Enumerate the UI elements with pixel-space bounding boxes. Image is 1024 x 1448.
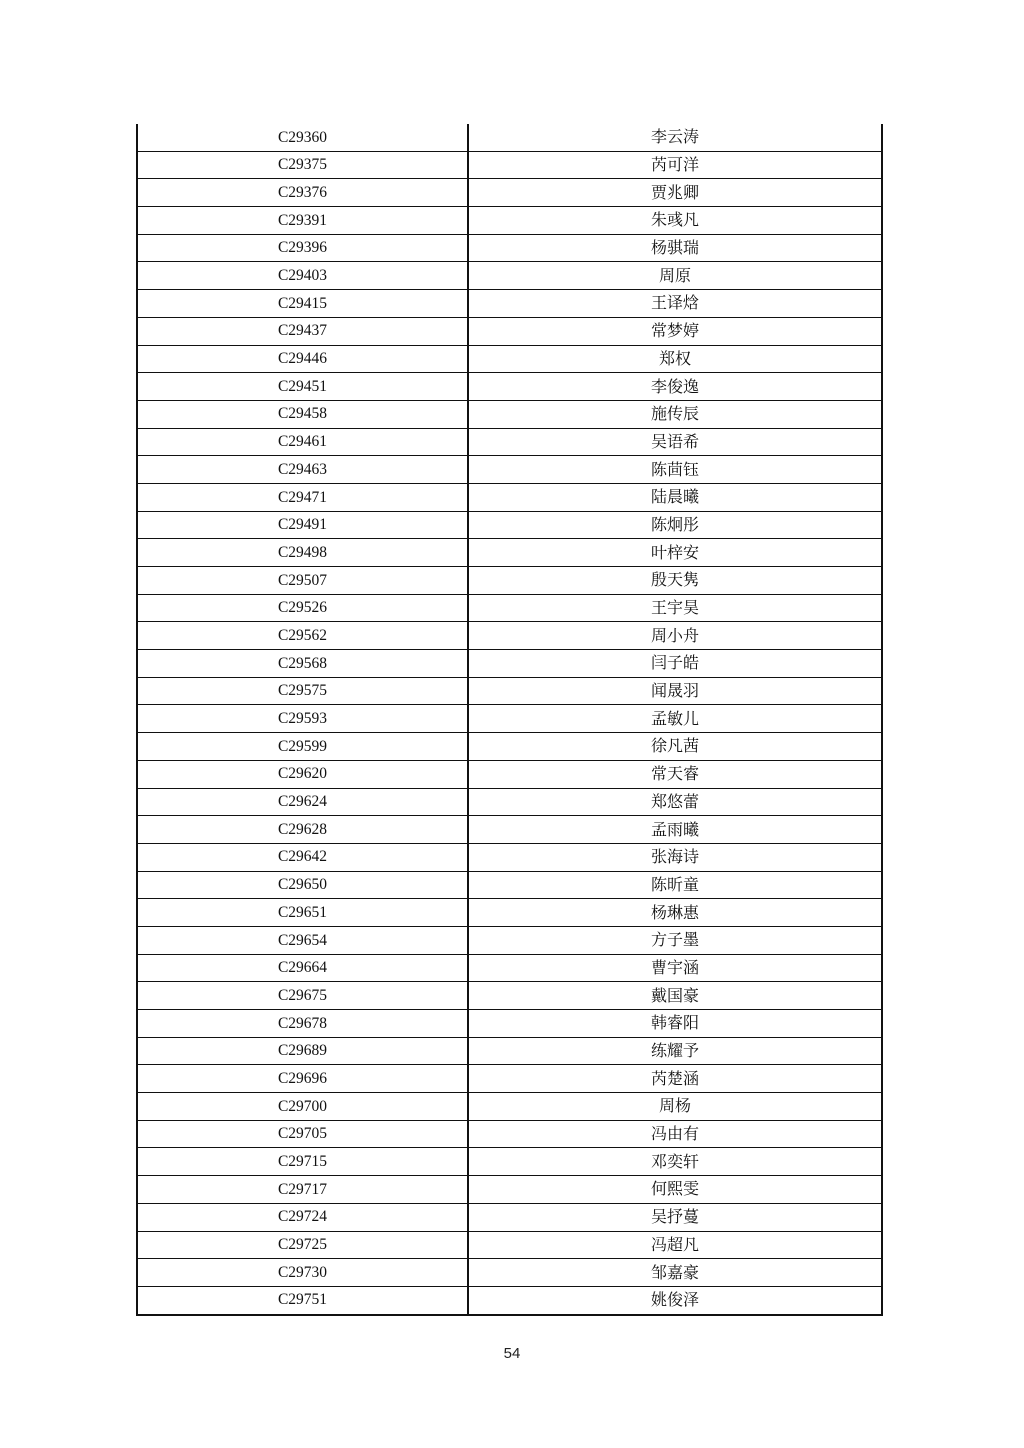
candidate-id-cell: C29458	[137, 400, 468, 428]
candidate-id-cell: C29689	[137, 1037, 468, 1065]
table-row	[137, 1065, 882, 1093]
candidate-name-cell: 吴语希	[468, 428, 882, 456]
table-row	[137, 1010, 882, 1038]
candidate-id-cell: C29696	[137, 1065, 468, 1093]
candidate-name-cell: 陆晨曦	[468, 483, 882, 511]
candidate-id-cell: C29498	[137, 539, 468, 567]
table-row	[137, 207, 882, 235]
candidate-name-cell: 方子墨	[468, 926, 882, 954]
candidate-name-cell: 邓奕轩	[468, 1148, 882, 1176]
candidate-id-cell: C29396	[137, 234, 468, 262]
candidate-name-cell: 常梦婷	[468, 317, 882, 345]
candidate-name-cell: 徐凡茜	[468, 733, 882, 761]
candidate-id-cell: C29376	[137, 179, 468, 207]
candidate-name-cell: 邹嘉豪	[468, 1259, 882, 1287]
candidate-name-cell: 郑悠蕾	[468, 788, 882, 816]
table-row	[137, 1037, 882, 1065]
candidate-id-cell: C29491	[137, 511, 468, 539]
candidate-name-cell: 闻晟羽	[468, 677, 882, 705]
candidate-name-cell: 贾兆卿	[468, 179, 882, 207]
table-row	[137, 843, 882, 871]
candidate-id-cell: C29675	[137, 982, 468, 1010]
table-row	[137, 179, 882, 207]
candidate-id-cell: C29715	[137, 1148, 468, 1176]
table-row	[137, 760, 882, 788]
candidate-name-cell: 叶梓安	[468, 539, 882, 567]
table-row	[137, 1231, 882, 1259]
candidate-name-cell: 施传辰	[468, 400, 882, 428]
candidate-id-cell: C29471	[137, 483, 468, 511]
candidate-name-cell: 殷天隽	[468, 567, 882, 595]
table-row	[137, 483, 882, 511]
candidate-name-cell: 常天睿	[468, 760, 882, 788]
table-row	[137, 539, 882, 567]
candidate-name-cell: 芮可洋	[468, 151, 882, 179]
table-row	[137, 1093, 882, 1121]
candidate-name-cell: 杨琳惠	[468, 899, 882, 927]
candidate-id-cell: C29664	[137, 954, 468, 982]
candidate-name-cell: 冯超凡	[468, 1231, 882, 1259]
candidate-id-cell: C29415	[137, 290, 468, 318]
table-row	[137, 567, 882, 595]
table-row	[137, 622, 882, 650]
candidate-id-cell: C29507	[137, 567, 468, 595]
candidate-id-cell: C29725	[137, 1231, 468, 1259]
candidate-id-cell: C29730	[137, 1259, 468, 1287]
candidate-id-cell: C29705	[137, 1120, 468, 1148]
table-row	[137, 290, 882, 318]
table-row	[137, 1259, 882, 1287]
candidate-id-cell: C29642	[137, 843, 468, 871]
table-row	[137, 788, 882, 816]
candidate-name-cell: 陈昕童	[468, 871, 882, 899]
table-row	[137, 428, 882, 456]
candidate-name-cell: 郑权	[468, 345, 882, 373]
candidate-name-cell: 周原	[468, 262, 882, 290]
candidate-id-cell: C29624	[137, 788, 468, 816]
candidate-id-cell: C29700	[137, 1093, 468, 1121]
candidate-name-cell: 王宇昊	[468, 594, 882, 622]
table-row	[137, 954, 882, 982]
candidate-id-cell: C29461	[137, 428, 468, 456]
candidate-name-cell: 李俊逸	[468, 373, 882, 401]
table-row	[137, 151, 882, 179]
candidate-name-cell: 韩睿阳	[468, 1010, 882, 1038]
candidate-name-cell: 陈茴钰	[468, 456, 882, 484]
candidate-id-cell: C29678	[137, 1010, 468, 1038]
candidate-id-cell: C29654	[137, 926, 468, 954]
candidate-name-cell: 曹宇涵	[468, 954, 882, 982]
candidate-id-cell: C29437	[137, 317, 468, 345]
candidate-id-cell: C29620	[137, 760, 468, 788]
table-row	[137, 871, 882, 899]
candidate-id-cell: C29651	[137, 899, 468, 927]
candidate-id-cell: C29451	[137, 373, 468, 401]
page-number: 54	[503, 1345, 521, 1362]
candidate-name-cell: 吴抒蔓	[468, 1203, 882, 1231]
table-row	[137, 262, 882, 290]
candidate-id-cell: C29575	[137, 677, 468, 705]
candidate-name-cell: 戴国豪	[468, 982, 882, 1010]
candidate-name-cell: 朱彧凡	[468, 207, 882, 235]
candidate-name-cell: 周杨	[468, 1093, 882, 1121]
candidate-id-cell: C29375	[137, 151, 468, 179]
candidate-name-cell: 孟敏儿	[468, 705, 882, 733]
table-row	[137, 1176, 882, 1204]
candidate-id-cell: C29650	[137, 871, 468, 899]
roster-table-container	[136, 124, 881, 1316]
table-row	[137, 733, 882, 761]
candidate-name-cell: 陈炯彤	[468, 511, 882, 539]
candidate-id-cell: C29628	[137, 816, 468, 844]
table-row	[137, 650, 882, 678]
table-row	[137, 982, 882, 1010]
table-row	[137, 511, 882, 539]
table-row	[137, 899, 882, 927]
table-row	[137, 400, 882, 428]
table-row	[137, 1148, 882, 1176]
candidate-name-cell: 周小舟	[468, 622, 882, 650]
table-row	[137, 594, 882, 622]
table-row	[137, 1286, 882, 1314]
table-row	[137, 124, 882, 151]
candidate-id-cell: C29599	[137, 733, 468, 761]
candidate-name-cell: 练耀予	[468, 1037, 882, 1065]
table-row	[137, 1120, 882, 1148]
roster-table	[136, 124, 883, 1316]
table-row	[137, 677, 882, 705]
candidate-name-cell: 芮楚涵	[468, 1065, 882, 1093]
candidate-id-cell: C29751	[137, 1286, 468, 1314]
candidate-name-cell: 杨骐瑞	[468, 234, 882, 262]
candidate-id-cell: C29391	[137, 207, 468, 235]
candidate-name-cell: 李云涛	[468, 124, 882, 151]
candidate-name-cell: 闫子皓	[468, 650, 882, 678]
table-row	[137, 705, 882, 733]
candidate-id-cell: C29403	[137, 262, 468, 290]
candidate-name-cell: 冯由有	[468, 1120, 882, 1148]
candidate-id-cell: C29526	[137, 594, 468, 622]
roster-table-body	[137, 124, 882, 1315]
candidate-name-cell: 张海诗	[468, 843, 882, 871]
candidate-name-cell: 姚俊泽	[468, 1286, 882, 1314]
candidate-id-cell: C29724	[137, 1203, 468, 1231]
candidate-id-cell: C29568	[137, 650, 468, 678]
candidate-name-cell: 孟雨曦	[468, 816, 882, 844]
table-row	[137, 373, 882, 401]
table-row	[137, 234, 882, 262]
candidate-id-cell: C29717	[137, 1176, 468, 1204]
table-row	[137, 1203, 882, 1231]
table-row	[137, 345, 882, 373]
candidate-name-cell: 王译焓	[468, 290, 882, 318]
candidate-name-cell: 何熙雯	[468, 1176, 882, 1204]
candidate-id-cell: C29360	[137, 124, 468, 151]
candidate-id-cell: C29593	[137, 705, 468, 733]
table-row	[137, 456, 882, 484]
table-row	[137, 926, 882, 954]
candidate-id-cell: C29463	[137, 456, 468, 484]
table-row	[137, 317, 882, 345]
table-row	[137, 816, 882, 844]
candidate-id-cell: C29562	[137, 622, 468, 650]
candidate-id-cell: C29446	[137, 345, 468, 373]
